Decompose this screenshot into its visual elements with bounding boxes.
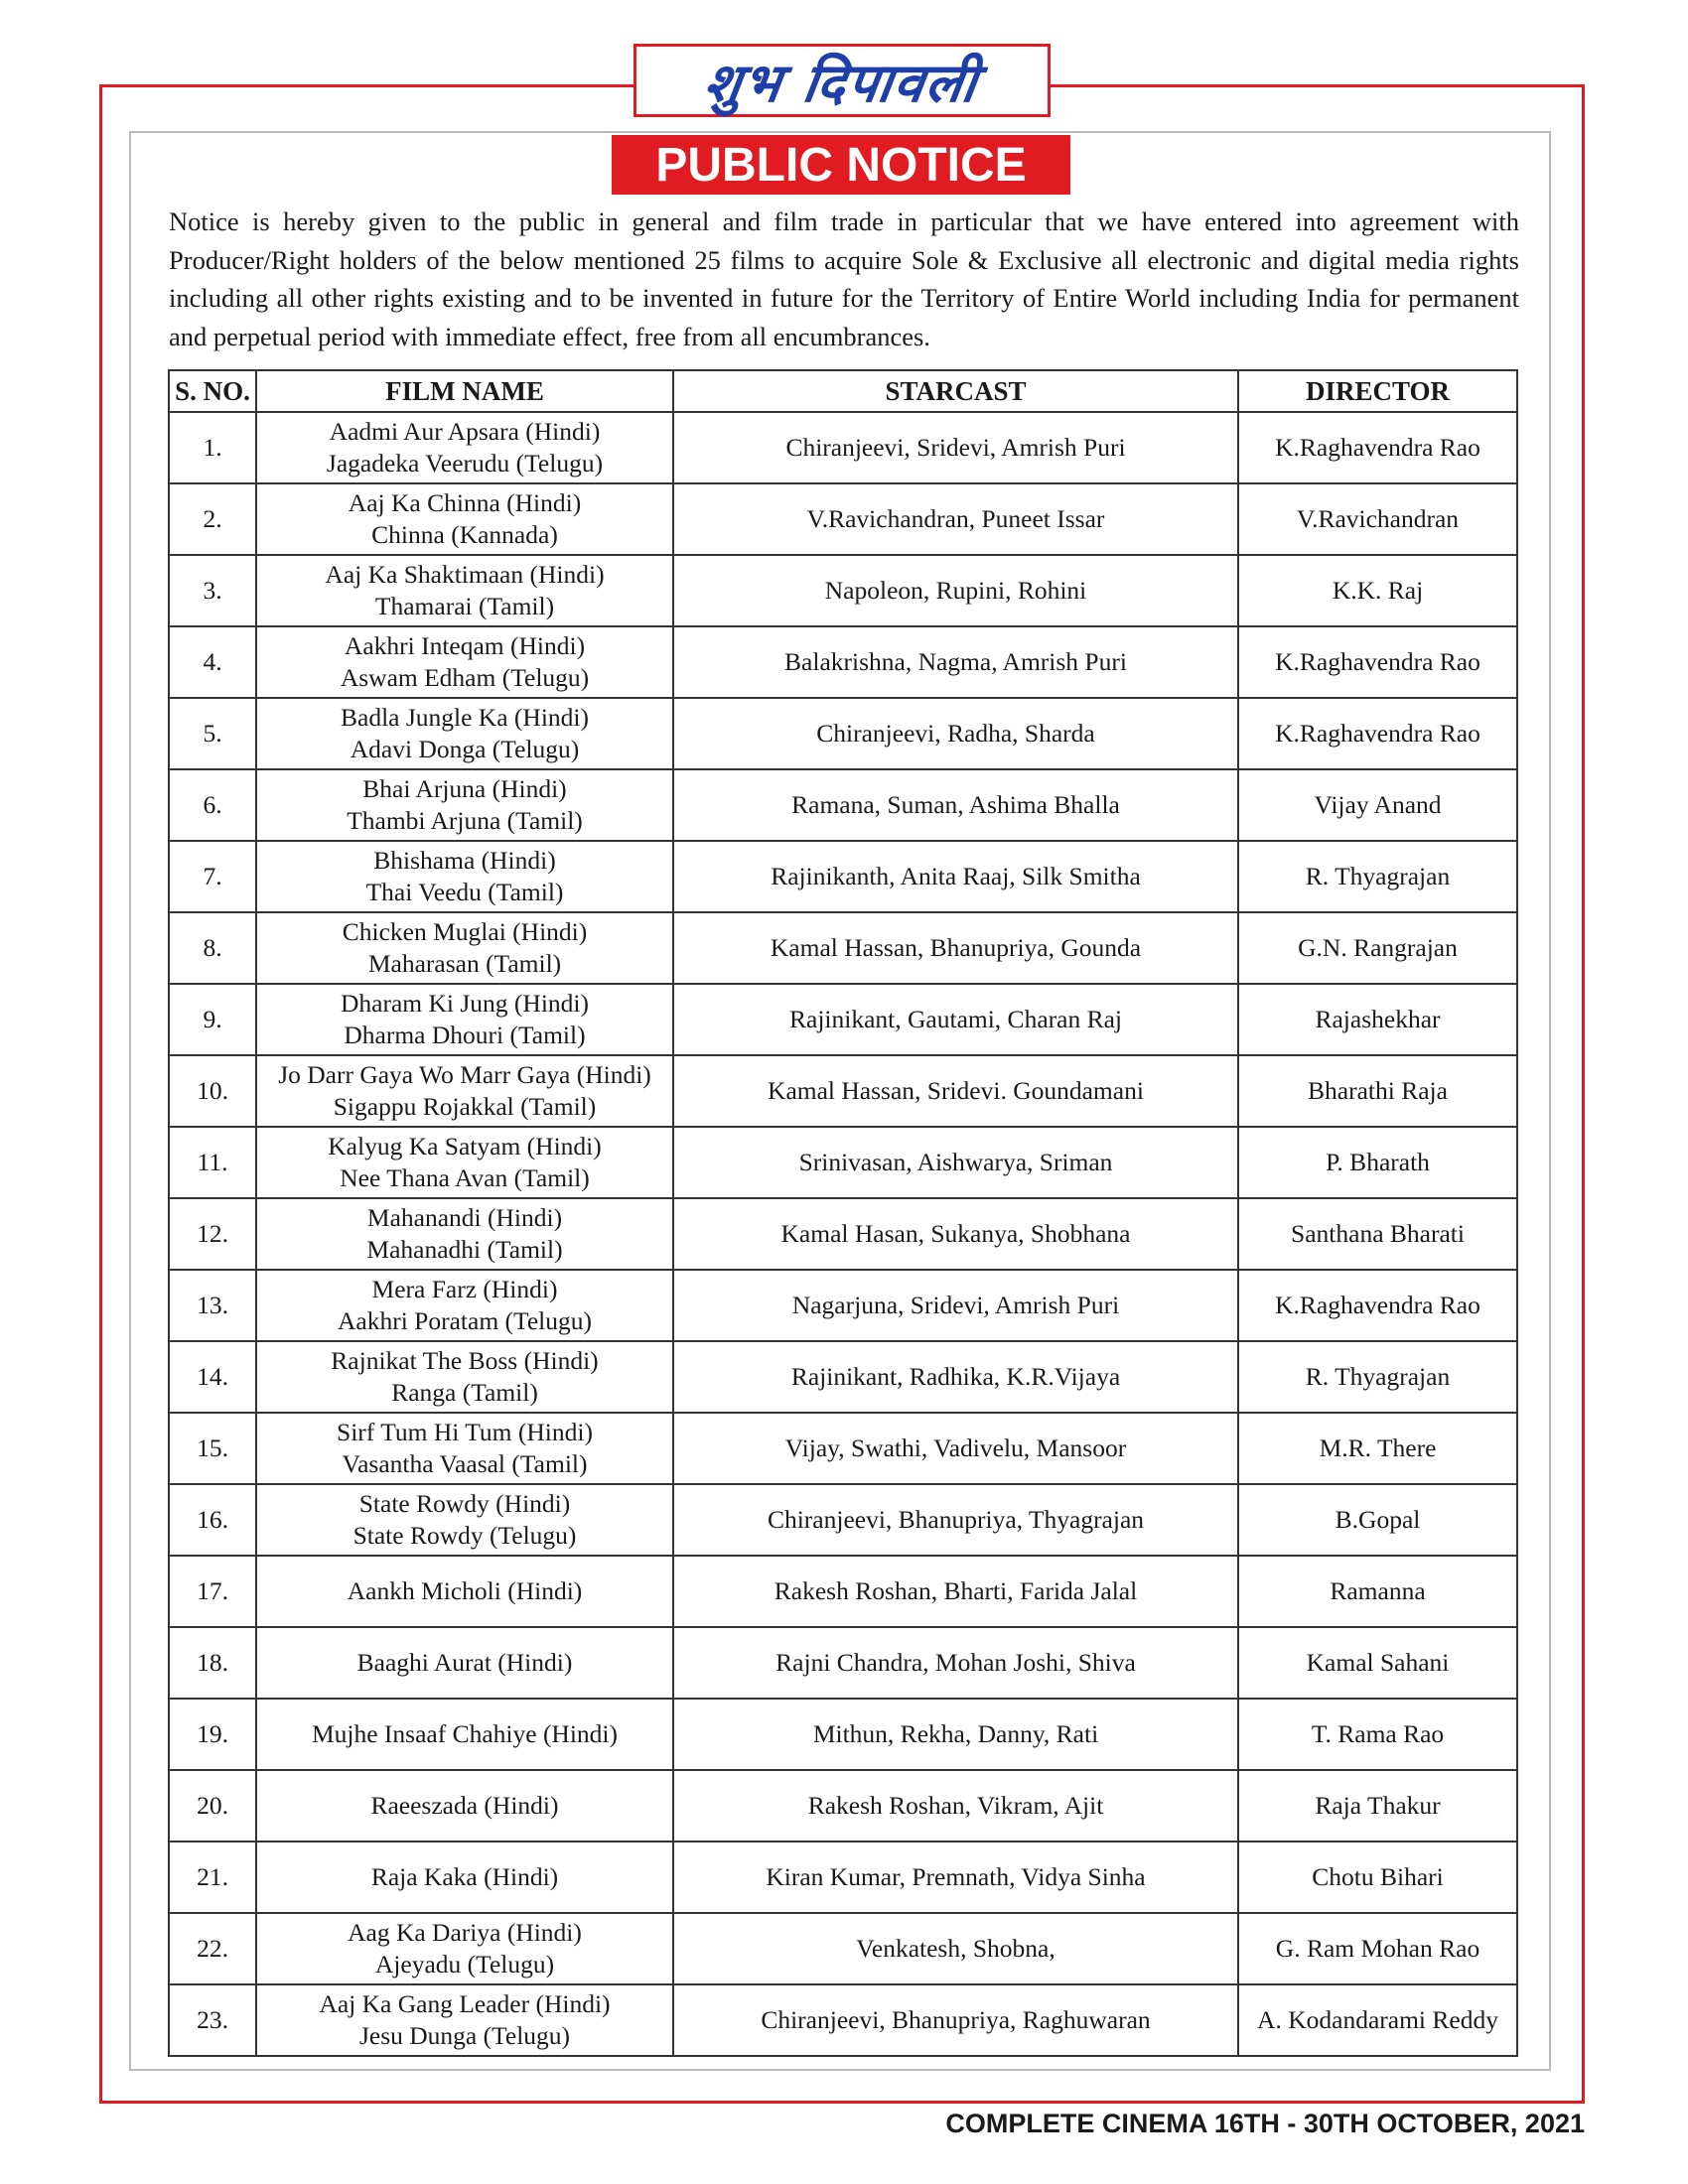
film-title-hindi: Aaj Ka Shaktimaan (Hindi) — [325, 560, 605, 589]
row-sno: 6. — [169, 769, 256, 841]
film-title-original: Ranga (Tamil) — [391, 1378, 538, 1407]
row-film-name — [256, 1055, 673, 1127]
row-director: Vijay Anand — [1238, 769, 1517, 841]
row-starcast: Rakesh Roshan, Bharti, Farida Jalal — [673, 1556, 1238, 1627]
row-director: Rajashekhar — [1238, 984, 1517, 1055]
row-starcast: Rajinikant, Radhika, K.R.Vijaya — [673, 1341, 1238, 1413]
row-starcast: Kamal Hasan, Sukanya, Shobhana — [673, 1198, 1238, 1270]
table-row — [169, 698, 1517, 769]
film-title-original: Aakhri Poratam (Telugu) — [338, 1306, 592, 1335]
film-title-hindi: Mera Farz (Hindi) — [371, 1275, 558, 1303]
row-sno: 9. — [169, 984, 256, 1055]
table-row — [169, 912, 1517, 984]
film-title-original: Dharma Dhouri (Tamil) — [344, 1021, 586, 1049]
row-sno: 22. — [169, 1913, 256, 1984]
row-sno: 21. — [169, 1842, 256, 1913]
row-starcast: Rakesh Roshan, Vikram, Ajit — [673, 1770, 1238, 1842]
film-title-hindi: Aakhri Inteqam (Hindi) — [344, 631, 586, 660]
film-title-hindi: Bhishama (Hindi) — [373, 846, 556, 875]
row-sno: 14. — [169, 1341, 256, 1413]
row-director: V.Ravichandran — [1238, 483, 1517, 555]
film-title-hindi: Jo Darr Gaya Wo Marr Gaya (Hindi) — [278, 1060, 651, 1089]
row-film-name — [256, 1913, 673, 1984]
film-title-hindi: Aadmi Aur Apsara (Hindi) — [329, 417, 601, 446]
films-table-body — [169, 412, 1517, 2056]
row-starcast: V.Ravichandran, Puneet Issar — [673, 483, 1238, 555]
film-title-hindi: Baaghi Aurat (Hindi) — [356, 1648, 573, 1677]
table-row — [169, 1413, 1517, 1484]
row-film-name — [256, 1556, 673, 1627]
row-starcast: Kamal Hassan, Sridevi. Goundamani — [673, 1055, 1238, 1127]
row-sno: 10. — [169, 1055, 256, 1127]
row-director: Santhana Bharati — [1238, 1198, 1517, 1270]
film-title-original: Vasantha Vaasal (Tamil) — [342, 1449, 588, 1478]
row-sno: 15. — [169, 1413, 256, 1484]
row-starcast: Balakrishna, Nagma, Amrish Puri — [673, 626, 1238, 698]
row-starcast: Venkatesh, Shobna, — [673, 1913, 1238, 1984]
table-row — [169, 1198, 1517, 1270]
row-director: K.Raghavendra Rao — [1238, 1270, 1517, 1341]
table-row — [169, 1699, 1517, 1770]
film-title-hindi: Badla Jungle Ka (Hindi) — [341, 703, 589, 732]
row-director: K.K. Raj — [1238, 555, 1517, 626]
row-film-name — [256, 1984, 673, 2056]
film-title-hindi: Raja Kaka (Hindi) — [370, 1862, 559, 1891]
row-starcast: Mithun, Rekha, Danny, Rati — [673, 1699, 1238, 1770]
table-row — [169, 1984, 1517, 2056]
row-film-name — [256, 1413, 673, 1484]
table-row — [169, 626, 1517, 698]
row-director: G. Ram Mohan Rao — [1238, 1913, 1517, 1984]
row-starcast: Kiran Kumar, Premnath, Vidya Sinha — [673, 1842, 1238, 1913]
row-starcast: Nagarjuna, Sridevi, Amrish Puri — [673, 1270, 1238, 1341]
film-title-hindi: Mahanandi (Hindi) — [366, 1203, 563, 1232]
row-film-name — [256, 1127, 673, 1198]
table-row — [169, 769, 1517, 841]
row-sno: 1. — [169, 412, 256, 483]
table-row — [169, 412, 1517, 483]
row-director: P. Bharath — [1238, 1127, 1517, 1198]
film-title-original: Thamarai (Tamil) — [374, 592, 555, 620]
row-director: Chotu Bihari — [1238, 1842, 1517, 1913]
film-title-hindi: Mujhe Insaaf Chahiye (Hindi) — [311, 1719, 619, 1748]
row-sno: 23. — [169, 1984, 256, 2056]
row-sno: 8. — [169, 912, 256, 984]
row-sno: 5. — [169, 698, 256, 769]
table-row — [169, 1842, 1517, 1913]
row-sno: 18. — [169, 1627, 256, 1699]
row-film-name — [256, 1270, 673, 1341]
films-table — [168, 369, 1518, 2057]
film-title-hindi: Rajnikat The Boss (Hindi) — [331, 1346, 599, 1375]
diwali-greeting: शुभ दिपावली — [700, 52, 983, 114]
row-starcast: Chiranjeevi, Radha, Sharda — [673, 698, 1238, 769]
table-row — [169, 1484, 1517, 1556]
row-director: K.Raghavendra Rao — [1238, 626, 1517, 698]
film-title-hindi: Kalyug Ka Satyam (Hindi) — [328, 1132, 602, 1160]
row-director: R. Thyagrajan — [1238, 841, 1517, 912]
row-film-name — [256, 698, 673, 769]
row-starcast: Napoleon, Rupini, Rohini — [673, 555, 1238, 626]
film-title-hindi: Bhai Arjuna (Hindi) — [362, 774, 567, 803]
row-starcast: Rajni Chandra, Mohan Joshi, Shiva — [673, 1627, 1238, 1699]
film-title-hindi: Aankh Micholi (Hindi) — [347, 1576, 583, 1605]
row-film-name — [256, 1627, 673, 1699]
row-film-name — [256, 769, 673, 841]
table-row — [169, 1055, 1517, 1127]
row-director: Kamal Sahani — [1238, 1627, 1517, 1699]
table-row — [169, 1913, 1517, 1984]
row-starcast: Vijay, Swathi, Vadivelu, Mansoor — [673, 1413, 1238, 1484]
row-starcast: Chiranjeevi, Sridevi, Amrish Puri — [673, 412, 1238, 483]
film-title-hindi: Dharam Ki Jung (Hindi) — [341, 989, 589, 1018]
row-sno: 7. — [169, 841, 256, 912]
row-sno: 17. — [169, 1556, 256, 1627]
table-row — [169, 1270, 1517, 1341]
film-title-hindi: Chicken Muglai (Hindi) — [342, 917, 588, 946]
film-title-original: Chinna (Kannada) — [371, 520, 558, 549]
film-title-original: Mahanadhi (Tamil) — [366, 1235, 563, 1264]
row-director: K.Raghavendra Rao — [1238, 698, 1517, 769]
film-title-hindi: Sirf Tum Hi Tum (Hindi) — [337, 1418, 593, 1446]
row-starcast: Rajinikant, Gautami, Charan Raj — [673, 984, 1238, 1055]
table-row — [169, 841, 1517, 912]
row-sno: 16. — [169, 1484, 256, 1556]
row-director: R. Thyagrajan — [1238, 1341, 1517, 1413]
footer-publication-line: COMPLETE CINEMA 16TH - 30TH OCTOBER, 2021 — [945, 2109, 1585, 2138]
public-notice-banner — [612, 135, 1070, 195]
film-title-original: Aswam Edham (Telugu) — [340, 663, 590, 692]
table-row — [169, 1556, 1517, 1627]
film-title-hindi: State Rowdy (Hindi) — [358, 1489, 571, 1518]
row-starcast: Rajinikanth, Anita Raaj, Silk Smitha — [673, 841, 1238, 912]
row-film-name — [256, 555, 673, 626]
row-film-name — [256, 1770, 673, 1842]
row-film-name — [256, 626, 673, 698]
row-film-name — [256, 1699, 673, 1770]
film-title-hindi: Raeeszada (Hindi) — [370, 1791, 559, 1820]
header-sno: S. NO. — [169, 370, 256, 412]
row-sno: 4. — [169, 626, 256, 698]
row-director: Raja Thakur — [1238, 1770, 1517, 1842]
film-title-hindi: Aag Ka Dariya (Hindi) — [348, 1918, 582, 1947]
film-title-hindi: Aaj Ka Gang Leader (Hindi) — [319, 1989, 611, 2018]
row-director: K.Raghavendra Rao — [1238, 412, 1517, 483]
row-film-name — [256, 1484, 673, 1556]
film-title-original: Jagadeka Veerudu (Telugu) — [326, 449, 604, 478]
row-sno: 11. — [169, 1127, 256, 1198]
row-sno: 19. — [169, 1699, 256, 1770]
header-film-name: FILM NAME — [256, 370, 673, 412]
row-sno: 13. — [169, 1270, 256, 1341]
row-director: Bharathi Raja — [1238, 1055, 1517, 1127]
table-row — [169, 555, 1517, 626]
table-row — [169, 1127, 1517, 1198]
film-title-original: Adavi Donga (Telugu) — [350, 735, 580, 763]
film-title-original: Jesu Dunga (Telugu) — [358, 2021, 571, 2050]
row-film-name — [256, 1842, 673, 1913]
film-title-original: Nee Thana Avan (Tamil) — [340, 1163, 590, 1192]
film-title-original: Ajeyadu (Telugu) — [374, 1950, 555, 1979]
table-row — [169, 1627, 1517, 1699]
row-starcast: Kamal Hassan, Bhanupriya, Gounda — [673, 912, 1238, 984]
header-director: DIRECTOR — [1238, 370, 1517, 412]
row-film-name — [256, 841, 673, 912]
film-title-original: Thambi Arjuna (Tamil) — [347, 806, 583, 835]
table-row — [169, 1770, 1517, 1842]
table-row — [169, 984, 1517, 1055]
diwali-greeting-box — [633, 44, 1051, 117]
film-title-original: Sigappu Rojakkal (Tamil) — [333, 1092, 597, 1121]
notice-title: PUBLIC NOTICE — [655, 138, 1027, 192]
film-title-original: Thai Veedu (Tamil) — [365, 878, 564, 906]
row-sno: 2. — [169, 483, 256, 555]
row-starcast: Ramana, Suman, Ashima Bhalla — [673, 769, 1238, 841]
table-header-row — [169, 370, 1517, 412]
film-title-hindi: Aaj Ka Chinna (Hindi) — [348, 488, 582, 517]
row-film-name — [256, 412, 673, 483]
row-sno: 3. — [169, 555, 256, 626]
row-director: B.Gopal — [1238, 1484, 1517, 1556]
row-starcast: Chiranjeevi, Bhanupriya, Thyagrajan — [673, 1484, 1238, 1556]
row-director: T. Rama Rao — [1238, 1699, 1517, 1770]
row-director: Ramanna — [1238, 1556, 1517, 1627]
row-starcast: Srinivasan, Aishwarya, Sriman — [673, 1127, 1238, 1198]
row-sno: 12. — [169, 1198, 256, 1270]
row-sno: 20. — [169, 1770, 256, 1842]
row-director: A. Kodandarami Reddy — [1238, 1984, 1517, 2056]
row-film-name — [256, 1198, 673, 1270]
row-starcast: Chiranjeevi, Bhanupriya, Raghuwaran — [673, 1984, 1238, 2056]
table-row — [169, 1341, 1517, 1413]
row-film-name — [256, 912, 673, 984]
row-film-name — [256, 483, 673, 555]
row-director: M.R. There — [1238, 1413, 1517, 1484]
header-starcast: STARCAST — [673, 370, 1238, 412]
row-film-name — [256, 984, 673, 1055]
film-title-original: State Rowdy (Telugu) — [352, 1521, 577, 1550]
notice-intro-paragraph: Notice is hereby given to the public in general and film trade in particular that we have entered into agreement with Producer/Right holders of the below mentioned 25 films to acquire Sole & Exclusive all electronic and digital media rights including all other rights existing and to be invented in future for the Territory of Entire World including India for permanent and perpetual period with immediate effect, free from all encumbrances. — [169, 206, 1519, 351]
film-title-original: Maharasan (Tamil) — [367, 949, 562, 978]
row-film-name — [256, 1341, 673, 1413]
table-row — [169, 483, 1517, 555]
row-director: G.N. Rangrajan — [1238, 912, 1517, 984]
